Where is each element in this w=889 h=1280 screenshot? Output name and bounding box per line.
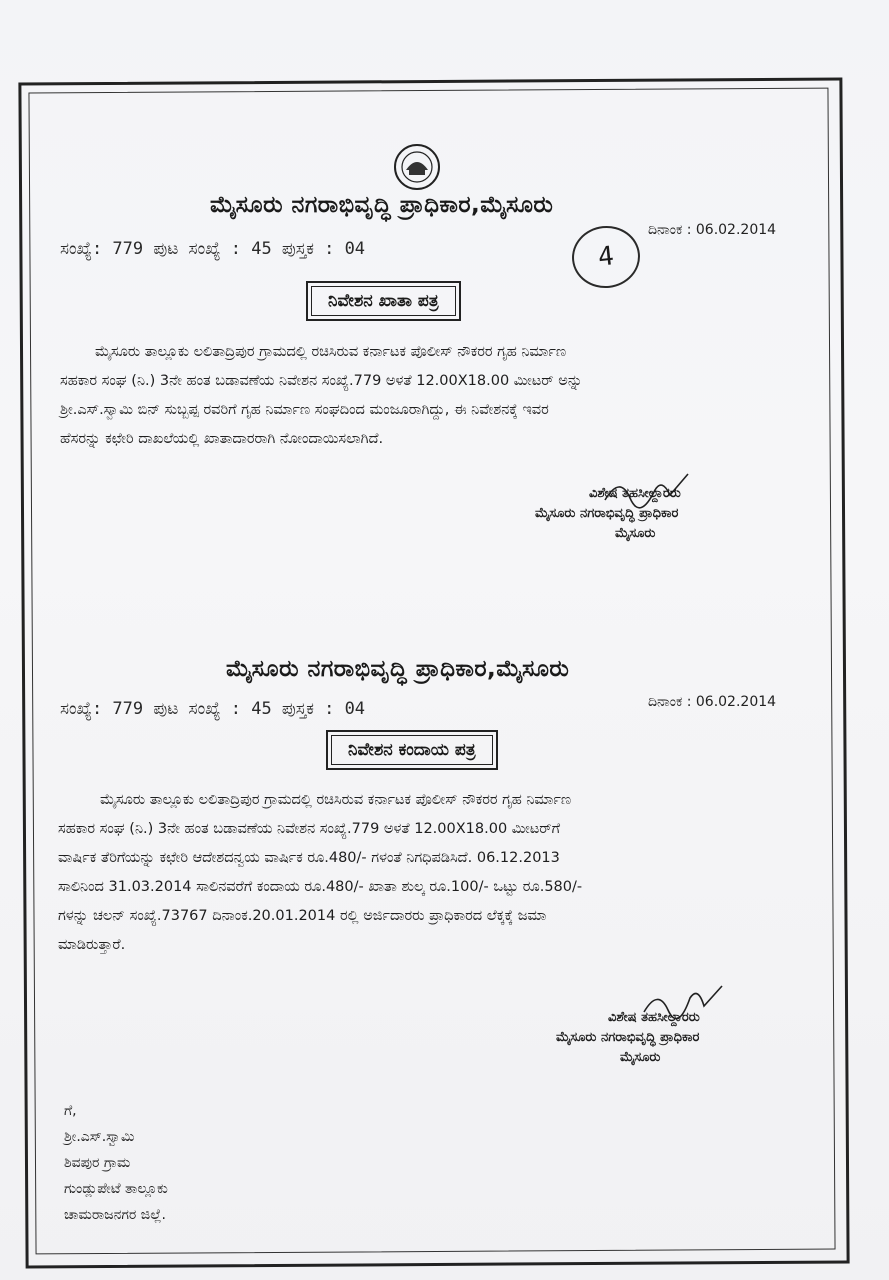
paragraph-line: ಸಹಕಾರ ಸಂಘ (ನಿ.) 3ನೇ ಹಂತ ಬಡಾವಣೆಯ ನಿವೇಶನ ಸಂಖ್ಯೆ.779 ಅಳತೆ 12.00X18.00 ಮೀಟರ್‌ಗೆ: [58, 821, 561, 837]
addressee-block: [64, 1098, 168, 1228]
paragraph-line: ವಾರ್ಷಿಕ ತೆರಿಗೆಯನ್ನು ಕಛೇರಿ ಆದೇಶದನ್ವಯ ವಾರ್ಷಿಕ ರೂ.480/- ಗಳಂತೆ ನಿಗಧಿಪಡಿಸಿದೆ. 06.12.2013: [58, 850, 560, 866]
authority-heading-1: ಮೈಸೂರು ನಗರಾಭಿವೃದ್ಧಿ ಪ್ರಾಧಿಕಾರ,ಮೈಸೂರು: [210, 192, 554, 218]
signatory-title: ವಿಶೇಷ ತಹಸೀಲ್ದಾರರು: [608, 1010, 700, 1025]
authority-heading-2: ಮೈಸೂರು ನಗರಾಭಿವೃದ್ಧಿ ಪ್ರಾಧಿಕಾರ,ಮೈಸೂರು: [226, 656, 570, 682]
reference-line-2: ಸಂಖ್ಯೆ: 779 ಪುಟ ಸಂಖ್ಯೆ : 45 ಪುಸ್ತಕ : 04: [60, 699, 366, 719]
paragraph-line: ಮೈಸೂರು ತಾಲ್ಲೂಕು ಲಲಿತಾದ್ರಿಪುರ ಗ್ರಾಮದಲ್ಲಿ ರಚಿಸಿರುವ ಕರ್ನಾಟಕ ಪೊಲೀಸ್ ನೌಕರರ ಗೃಹ ನಿರ್ಮಾಣ: [95, 344, 567, 360]
addressee-line: ಶ್ರೀ.ಎಸ್.ಸ್ವಾಮಿ: [64, 1129, 135, 1145]
paragraph-line: ಹೆಸರನ್ನು ಕಛೇರಿ ದಾಖಲೆಯಲ್ಲಿ ಖಾತಾದಾರರಾಗಿ ನೋಂದಾಯಿಸಲಾಗಿದೆ.: [60, 431, 384, 447]
title-box-khata: [306, 281, 461, 321]
signatory-office: ಮೈಸೂರು ನಗರಾಭಿವೃದ್ಧಿ ಪ್ರಾಧಿಕಾರ: [535, 506, 679, 521]
paragraph-line: ಸಾಲಿನಿಂದ 31.03.2014 ಸಾಲಿನವರೆಗೆ ಕಂದಾಯ ರೂ.480/- ಖಾತಾ ಶುಲ್ಕ ರೂ.100/- ಒಟ್ಟು ರೂ.580/-: [58, 879, 583, 895]
addressee-line: ಚಾಮರಾಜನಗರ ಜಿಲ್ಲೆ.: [64, 1207, 166, 1223]
signatory-city: ಮೈಸೂರು: [615, 526, 656, 541]
kandaya-title: ನಿವೇಶನ ಕಂದಾಯ ಪತ್ರ: [331, 735, 493, 765]
addressee-line: ಶಿವಪುರ ಗ್ರಾಮ: [64, 1155, 131, 1171]
addressee-line: ಗೆ,: [64, 1103, 77, 1119]
handwritten-circle-mark: 4: [569, 223, 643, 292]
date-2: ದಿನಾಂಕ : 06.02.2014: [648, 694, 777, 710]
khata-title: ನಿವೇಶನ ಖಾತಾ ಪತ್ರ: [311, 286, 456, 316]
signatory-city: ಮೈಸೂರು: [620, 1050, 661, 1065]
khata-paragraph: [60, 338, 825, 454]
signatory-block-1: [535, 484, 681, 544]
reference-line-1: ಸಂಖ್ಯೆ: 779 ಪುಟ ಸಂಖ್ಯೆ : 45 ಪುಸ್ತಕ : 04: [60, 239, 366, 259]
signatory-office: ಮೈಸೂರು ನಗರಾಭಿವೃದ್ಧಿ ಪ್ರಾಧಿಕಾರ: [556, 1030, 700, 1045]
paragraph-line: ಮಾಡಿರುತ್ತಾರೆ.: [58, 937, 126, 953]
date-1: ದಿನಾಂಕ : 06.02.2014: [648, 222, 777, 238]
title-box-kandaya: [326, 730, 498, 770]
paragraph-line: ಶ್ರೀ.ಎಸ್.ಸ್ವಾಮಿ ಬಿನ್ ಸುಬ್ಬಪ್ಪ ರವರಿಗೆ ಗೃಹ ನಿರ್ಮಾಣ ಸಂಘದಿಂದ ಮಂಜೂರಾಗಿದ್ದು, ಈ ನಿವೇಶನಕ್ಕೆ ಇವರ: [60, 402, 549, 418]
signatory-title: ವಿಶೇಷ ತಹಸೀಲ್ದಾರರು: [589, 486, 681, 501]
addressee-line: ಗುಂಡ್ಲುಪೇಟೆ ತಾಲ್ಲೂಕು: [64, 1181, 168, 1197]
kandaya-paragraph: [58, 786, 826, 960]
paragraph-line: ಸಹಕಾರ ಸಂಘ (ನಿ.) 3ನೇ ಹಂತ ಬಡಾವಣೆಯ ನಿವೇಶನ ಸಂಖ್ಯೆ.779 ಅಳತೆ 12.00X18.00 ಮೀಟರ್ ಅನ್ನು: [60, 373, 583, 389]
authority-emblem-icon: [392, 142, 442, 192]
paragraph-line: ಗಳನ್ನು ಚಲನ್ ಸಂಖ್ಯೆ.73767 ದಿನಾಂಕ.20.01.2014 ರಲ್ಲಿ ಅರ್ಜಿದಾರರು ಪ್ರಾಧಿಕಾರದ ಲೆಕ್ಕಕ್ಕೆ ಜಮಾ: [58, 908, 547, 924]
paragraph-line: ಮೈಸೂರು ತಾಲ್ಲೂಕು ಲಲಿತಾದ್ರಿಪುರ ಗ್ರಾಮದಲ್ಲಿ ರಚಿಸಿರುವ ಕರ್ನಾಟಕ ಪೊಲೀಸ್ ನೌಕರರ ಗೃಹ ನಿರ್ಮಾಣ: [100, 792, 572, 808]
signatory-block-2: [556, 1008, 700, 1068]
